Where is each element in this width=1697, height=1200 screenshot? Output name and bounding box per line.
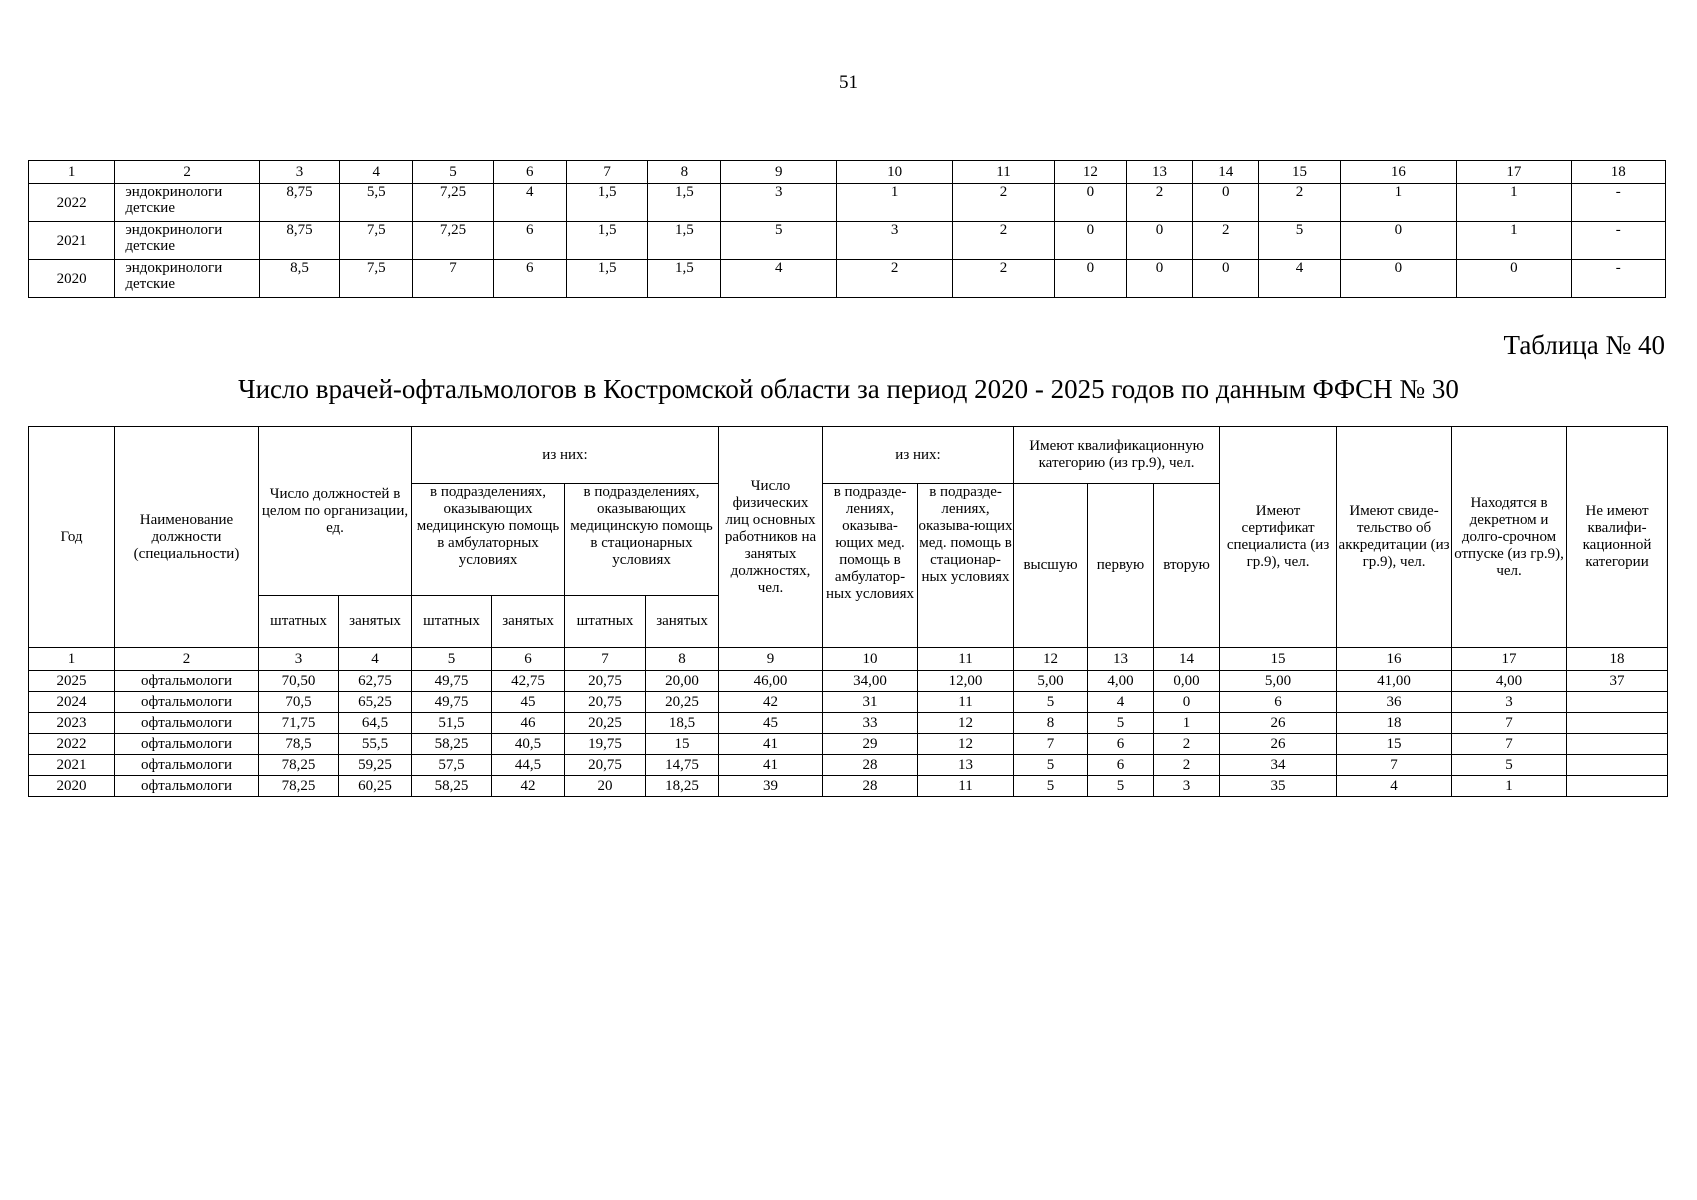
column-number: 17 xyxy=(1457,161,1571,184)
value-cell: 3 xyxy=(721,184,836,222)
value-cell: 1,5 xyxy=(648,260,721,298)
header-staff: штатных xyxy=(565,596,646,648)
position-name-cell xyxy=(115,184,260,222)
header-position-name: Наименование должности (специальности) xyxy=(115,427,259,648)
header-highest: высшую xyxy=(1014,484,1088,648)
value-cell: 0 xyxy=(1054,222,1126,260)
value-cell: 31 xyxy=(823,692,918,713)
position-name-line: эндокринологи xyxy=(125,184,223,200)
table-row xyxy=(29,713,1668,734)
value-cell: 1,5 xyxy=(566,260,647,298)
column-number: 9 xyxy=(719,648,823,671)
header-ind-outpatient: в подразде-лениях, оказыва-ющих мед. помощь в амбулатор-ных условиях xyxy=(823,484,918,648)
value-cell: 2 xyxy=(953,184,1054,222)
position-name-cell: офтальмологи xyxy=(115,734,259,755)
value-cell: 7 xyxy=(1337,755,1452,776)
value-cell: 51,5 xyxy=(412,713,492,734)
column-number: 10 xyxy=(823,648,918,671)
value-cell: 70,5 xyxy=(259,692,339,713)
column-number-row xyxy=(29,648,1668,671)
header-of-them-2: из них: xyxy=(823,427,1014,484)
value-cell: 42 xyxy=(719,692,823,713)
value-cell: 39 xyxy=(719,776,823,797)
value-cell: 45 xyxy=(719,713,823,734)
page-number: 51 xyxy=(839,72,858,93)
value-cell: 18,25 xyxy=(646,776,719,797)
value-cell: 64,5 xyxy=(339,713,412,734)
value-cell xyxy=(1567,692,1668,713)
value-cell: 20,75 xyxy=(565,755,646,776)
value-cell: 12 xyxy=(918,734,1014,755)
column-number: 16 xyxy=(1340,161,1456,184)
value-cell: - xyxy=(1571,184,1665,222)
value-cell: 0 xyxy=(1340,222,1456,260)
column-number-row xyxy=(29,161,1666,184)
year-cell: 2020 xyxy=(29,260,115,298)
value-cell: 0 xyxy=(1054,260,1126,298)
table-row xyxy=(29,184,1666,222)
table-row xyxy=(29,260,1666,298)
column-number: 18 xyxy=(1571,161,1665,184)
value-cell: 7 xyxy=(413,260,493,298)
value-cell: 20,25 xyxy=(646,692,719,713)
value-cell: 46 xyxy=(492,713,565,734)
value-cell: 8 xyxy=(1014,713,1088,734)
value-cell: 8,75 xyxy=(259,222,339,260)
value-cell: 40,5 xyxy=(492,734,565,755)
column-number: 3 xyxy=(259,648,339,671)
value-cell: 12 xyxy=(918,713,1014,734)
value-cell: 6 xyxy=(493,260,566,298)
value-cell: 0 xyxy=(1054,184,1126,222)
column-number: 6 xyxy=(492,648,565,671)
value-cell: 5 xyxy=(1452,755,1567,776)
column-number: 7 xyxy=(565,648,646,671)
header-certificate: Имеют сертификат специалиста (из гр.9), чел. xyxy=(1220,427,1337,648)
header-individuals: Число физических лиц основных работников на занятых должностях, чел. xyxy=(719,427,823,648)
header-staff: штатных xyxy=(259,596,339,648)
position-name-cell: офтальмологи xyxy=(115,671,259,692)
position-name-line: детские xyxy=(125,200,175,216)
value-cell: 3 xyxy=(1154,776,1220,797)
table-label: Таблица № 40 xyxy=(1503,330,1665,360)
value-cell: 7,5 xyxy=(340,222,413,260)
value-cell: 5,00 xyxy=(1220,671,1337,692)
value-cell: 7 xyxy=(1452,734,1567,755)
table-row xyxy=(29,671,1668,692)
value-cell xyxy=(1567,776,1668,797)
value-cell: 7,5 xyxy=(340,260,413,298)
value-cell: 78,5 xyxy=(259,734,339,755)
value-cell: 5,00 xyxy=(1014,671,1088,692)
value-cell: 14,75 xyxy=(646,755,719,776)
year-cell: 2023 xyxy=(29,713,115,734)
column-number: 5 xyxy=(412,648,492,671)
value-cell: 37 xyxy=(1567,671,1668,692)
value-cell: 1,5 xyxy=(566,184,647,222)
value-cell: 0 xyxy=(1193,260,1259,298)
table-row xyxy=(29,692,1668,713)
column-number: 6 xyxy=(493,161,566,184)
column-number: 15 xyxy=(1259,161,1340,184)
value-cell: 65,25 xyxy=(339,692,412,713)
value-cell: 1,5 xyxy=(648,184,721,222)
header-staff: штатных xyxy=(412,596,492,648)
value-cell: 20,00 xyxy=(646,671,719,692)
value-cell: 0 xyxy=(1126,222,1192,260)
header-ind-inpatient: в подразде-лениях, оказыва-ющих мед. помощь в стационар-ных условиях xyxy=(918,484,1014,648)
column-number: 15 xyxy=(1220,648,1337,671)
value-cell: 4 xyxy=(1088,692,1154,713)
value-cell: 42,75 xyxy=(492,671,565,692)
header-year: Год xyxy=(29,427,115,648)
value-cell: 28 xyxy=(823,776,918,797)
position-name-line: эндокринологи xyxy=(125,222,223,238)
value-cell: 45 xyxy=(492,692,565,713)
value-cell: 59,25 xyxy=(339,755,412,776)
position-name-cell: офтальмологи xyxy=(115,713,259,734)
value-cell: 0 xyxy=(1457,260,1571,298)
header-inpatient-units: в подразделениях, оказывающих медицинскую помощь в стационарных условиях xyxy=(565,484,719,596)
value-cell: 5 xyxy=(1014,776,1088,797)
column-number: 9 xyxy=(721,161,836,184)
value-cell: 1 xyxy=(1457,222,1571,260)
table-row xyxy=(29,755,1668,776)
position-name-cell: офтальмологи xyxy=(115,755,259,776)
value-cell: 57,5 xyxy=(412,755,492,776)
value-cell: 3 xyxy=(836,222,952,260)
column-number: 14 xyxy=(1193,161,1259,184)
header-accreditation: Имеют свиде-тельство об аккредитации (из гр.9), чел. xyxy=(1337,427,1452,648)
column-number: 1 xyxy=(29,161,115,184)
value-cell: 15 xyxy=(646,734,719,755)
value-cell: 34 xyxy=(1220,755,1337,776)
value-cell: 7 xyxy=(1452,713,1567,734)
value-cell: 2 xyxy=(953,222,1054,260)
value-cell: 2 xyxy=(836,260,952,298)
value-cell xyxy=(1567,713,1668,734)
position-name-cell: офтальмологи xyxy=(115,692,259,713)
value-cell: 20,75 xyxy=(565,671,646,692)
column-number: 4 xyxy=(340,161,413,184)
value-cell: 71,75 xyxy=(259,713,339,734)
table-39-continuation xyxy=(28,160,1666,298)
header-second: вторую xyxy=(1154,484,1220,648)
value-cell: - xyxy=(1571,222,1665,260)
value-cell: 28 xyxy=(823,755,918,776)
value-cell: 29 xyxy=(823,734,918,755)
value-cell: 2 xyxy=(1154,734,1220,755)
value-cell: 2 xyxy=(1126,184,1192,222)
value-cell xyxy=(1567,755,1668,776)
header-leave: Находятся в декретном и долго-срочном отпуске (из гр.9), чел. xyxy=(1452,427,1567,648)
value-cell: 1,5 xyxy=(566,222,647,260)
column-number: 2 xyxy=(115,161,260,184)
header-of-them-1: из них: xyxy=(412,427,719,484)
column-number: 8 xyxy=(646,648,719,671)
value-cell: 4 xyxy=(493,184,566,222)
value-cell: 41,00 xyxy=(1337,671,1452,692)
value-cell: 20 xyxy=(565,776,646,797)
value-cell: 1 xyxy=(1340,184,1456,222)
position-name-cell: офтальмологи xyxy=(115,776,259,797)
value-cell: 6 xyxy=(1088,734,1154,755)
table-40-body xyxy=(29,648,1668,797)
column-number: 12 xyxy=(1014,648,1088,671)
value-cell: 20,75 xyxy=(565,692,646,713)
value-cell: 4 xyxy=(721,260,836,298)
column-number: 2 xyxy=(115,648,259,671)
column-number: 1 xyxy=(29,648,115,671)
value-cell: 5 xyxy=(721,222,836,260)
value-cell: 3 xyxy=(1452,692,1567,713)
column-number: 4 xyxy=(339,648,412,671)
column-number: 11 xyxy=(953,161,1054,184)
position-name-line: детские xyxy=(125,238,175,254)
value-cell: 5 xyxy=(1088,713,1154,734)
value-cell: 2 xyxy=(1154,755,1220,776)
value-cell: 0 xyxy=(1126,260,1192,298)
value-cell: 62,75 xyxy=(339,671,412,692)
column-number: 7 xyxy=(566,161,647,184)
value-cell: 7,25 xyxy=(413,222,493,260)
value-cell: 0 xyxy=(1193,184,1259,222)
value-cell: 8,5 xyxy=(259,260,339,298)
header-occupied: занятых xyxy=(492,596,565,648)
year-cell: 2020 xyxy=(29,776,115,797)
value-cell: 20,25 xyxy=(565,713,646,734)
value-cell: 2 xyxy=(1193,222,1259,260)
year-cell: 2025 xyxy=(29,671,115,692)
value-cell: 7,25 xyxy=(413,184,493,222)
value-cell: 26 xyxy=(1220,713,1337,734)
position-name-line: эндокринологи xyxy=(125,260,223,276)
column-number: 12 xyxy=(1054,161,1126,184)
value-cell: 11 xyxy=(918,692,1014,713)
value-cell: 19,75 xyxy=(565,734,646,755)
value-cell: 49,75 xyxy=(412,692,492,713)
table-title: Число врачей-офтальмологов в Костромской области за период 2020 - 2025 годов по данным ФФСН № 30 xyxy=(238,374,1459,404)
year-cell: 2021 xyxy=(29,755,115,776)
value-cell: 1 xyxy=(1154,713,1220,734)
header-first: первую xyxy=(1088,484,1154,648)
value-cell: 6 xyxy=(1220,692,1337,713)
column-number: 13 xyxy=(1088,648,1154,671)
value-cell: 13 xyxy=(918,755,1014,776)
table-row xyxy=(29,222,1666,260)
header-outpatient-units: в подразделениях, оказывающих медицинскую помощь в амбулаторных условиях xyxy=(412,484,565,596)
table-row xyxy=(29,776,1668,797)
value-cell: 55,5 xyxy=(339,734,412,755)
value-cell: 18 xyxy=(1337,713,1452,734)
value-cell: 2 xyxy=(1259,184,1340,222)
value-cell: 70,50 xyxy=(259,671,339,692)
value-cell: 1 xyxy=(1452,776,1567,797)
column-number: 17 xyxy=(1452,648,1567,671)
table-row xyxy=(29,734,1668,755)
value-cell: 1 xyxy=(1457,184,1571,222)
header-positions-total: Число должностей в целом по организации, ед. xyxy=(259,427,412,596)
header-qualification: Имеют квалификационную категорию (из гр.9), чел. xyxy=(1014,427,1220,484)
value-cell xyxy=(1567,734,1668,755)
value-cell: 5 xyxy=(1014,692,1088,713)
value-cell: 58,25 xyxy=(412,776,492,797)
value-cell: 6 xyxy=(1088,755,1154,776)
value-cell: 7 xyxy=(1014,734,1088,755)
value-cell: 0,00 xyxy=(1154,671,1220,692)
column-number: 11 xyxy=(918,648,1014,671)
value-cell: 1,5 xyxy=(648,222,721,260)
column-number: 13 xyxy=(1126,161,1192,184)
column-number: 10 xyxy=(836,161,952,184)
value-cell: 78,25 xyxy=(259,776,339,797)
value-cell: 60,25 xyxy=(339,776,412,797)
value-cell: - xyxy=(1571,260,1665,298)
value-cell: 4,00 xyxy=(1088,671,1154,692)
value-cell: 5 xyxy=(1259,222,1340,260)
value-cell: 4 xyxy=(1337,776,1452,797)
value-cell: 5,5 xyxy=(340,184,413,222)
column-number: 16 xyxy=(1337,648,1452,671)
value-cell: 34,00 xyxy=(823,671,918,692)
value-cell: 58,25 xyxy=(412,734,492,755)
header-no-category: Не имеют квалифи-кационной категории xyxy=(1567,427,1668,648)
value-cell: 18,5 xyxy=(646,713,719,734)
year-cell: 2022 xyxy=(29,734,115,755)
value-cell: 41 xyxy=(719,755,823,776)
position-name-cell xyxy=(115,222,260,260)
header-occupied: занятых xyxy=(339,596,412,648)
year-cell: 2021 xyxy=(29,222,115,260)
value-cell: 46,00 xyxy=(719,671,823,692)
column-number: 5 xyxy=(413,161,493,184)
value-cell: 5 xyxy=(1088,776,1154,797)
table-40 xyxy=(28,426,1668,797)
value-cell: 33 xyxy=(823,713,918,734)
value-cell: 2 xyxy=(953,260,1054,298)
value-cell: 78,25 xyxy=(259,755,339,776)
column-number: 14 xyxy=(1154,648,1220,671)
value-cell: 26 xyxy=(1220,734,1337,755)
value-cell: 0 xyxy=(1154,692,1220,713)
value-cell: 5 xyxy=(1014,755,1088,776)
column-number: 8 xyxy=(648,161,721,184)
year-cell: 2024 xyxy=(29,692,115,713)
position-name-cell xyxy=(115,260,260,298)
value-cell: 8,75 xyxy=(259,184,339,222)
column-number: 18 xyxy=(1567,648,1668,671)
value-cell: 12,00 xyxy=(918,671,1014,692)
value-cell: 49,75 xyxy=(412,671,492,692)
value-cell: 6 xyxy=(493,222,566,260)
value-cell: 11 xyxy=(918,776,1014,797)
header-occupied: занятых xyxy=(646,596,719,648)
value-cell: 36 xyxy=(1337,692,1452,713)
value-cell: 0 xyxy=(1340,260,1456,298)
value-cell: 15 xyxy=(1337,734,1452,755)
table-39-body xyxy=(29,161,1666,298)
value-cell: 4,00 xyxy=(1452,671,1567,692)
value-cell: 41 xyxy=(719,734,823,755)
position-name-line: детские xyxy=(125,276,175,292)
value-cell: 4 xyxy=(1259,260,1340,298)
value-cell: 42 xyxy=(492,776,565,797)
value-cell: 44,5 xyxy=(492,755,565,776)
value-cell: 35 xyxy=(1220,776,1337,797)
column-number: 3 xyxy=(259,161,339,184)
value-cell: 1 xyxy=(836,184,952,222)
year-cell: 2022 xyxy=(29,184,115,222)
